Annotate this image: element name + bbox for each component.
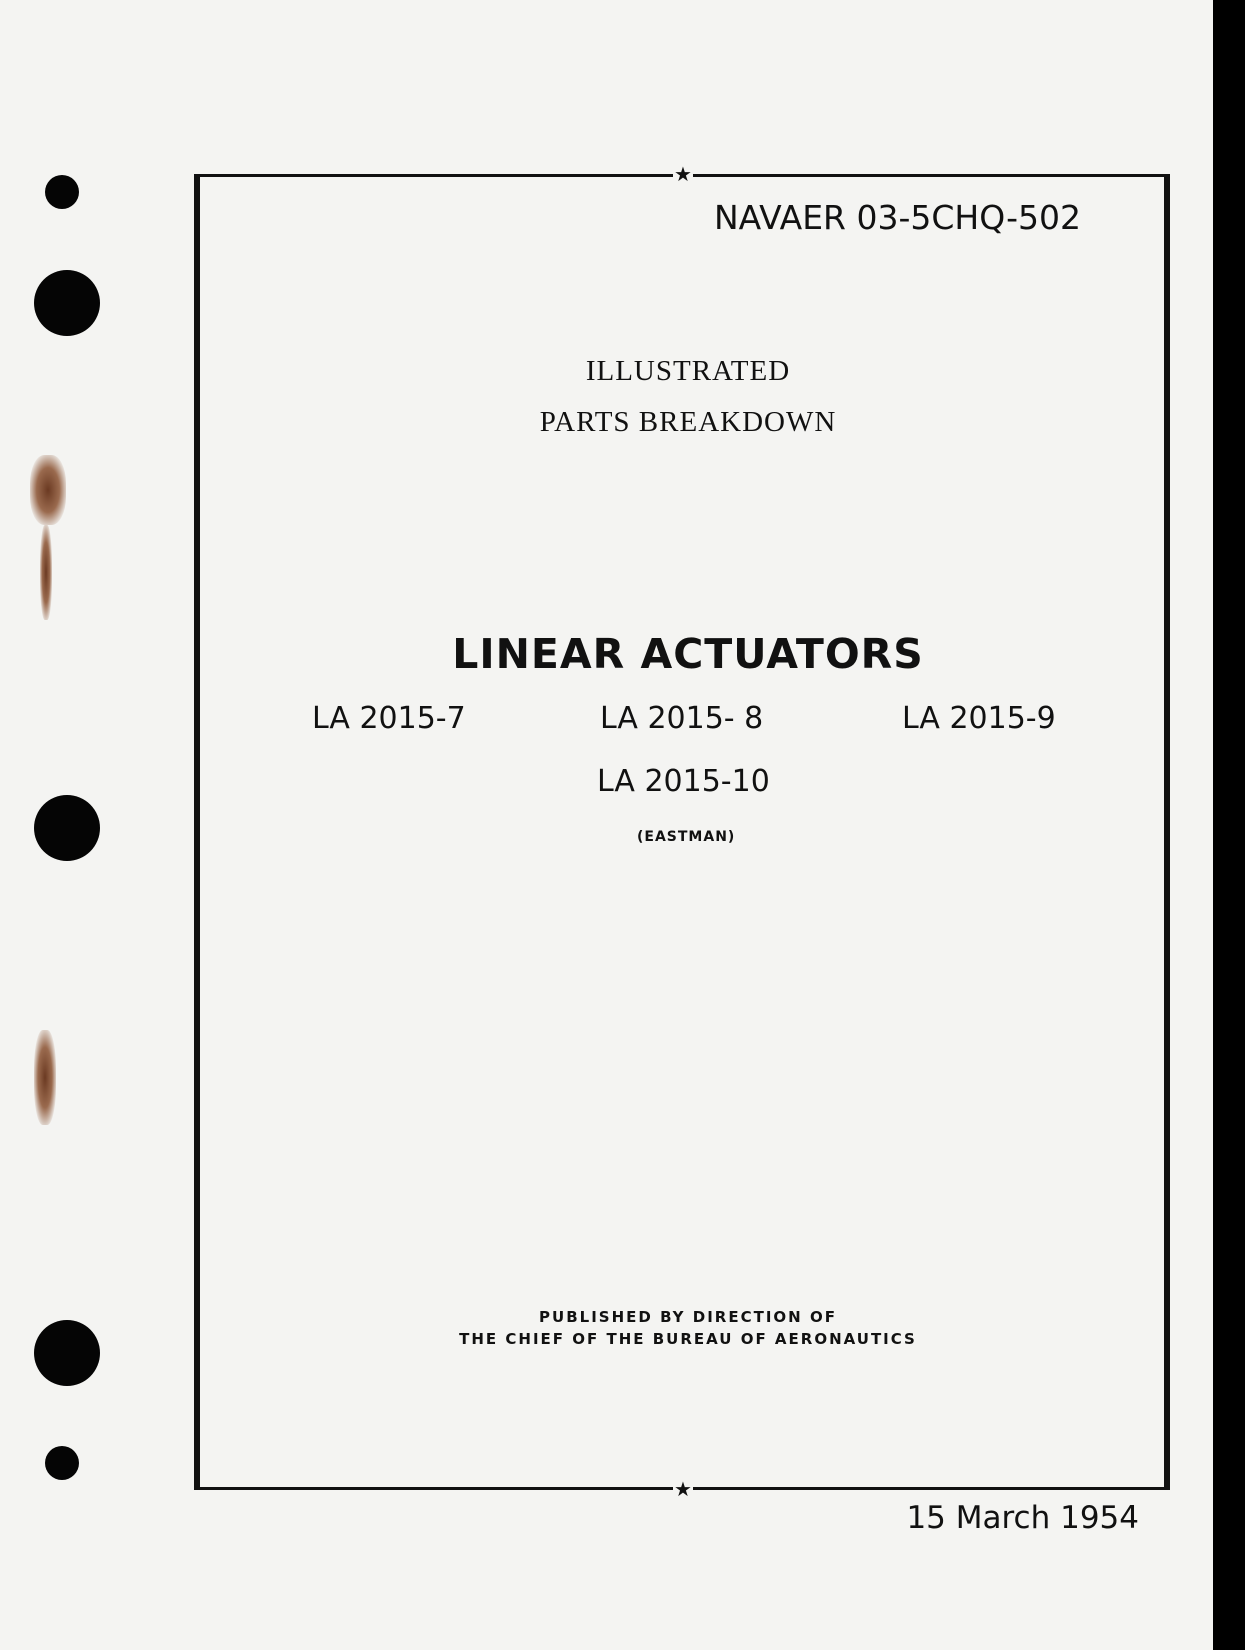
publication-date: 15 March 1954 [906,1500,1139,1536]
subtitle-line-1: ILLUSTRATED [585,355,791,387]
rust-stain [30,455,66,525]
model-number: LA 2015-7 [312,701,466,736]
star-icon: ★ [674,1477,692,1501]
binder-hole [45,175,79,209]
publisher-line-1: PUBLISHED BY DIRECTION OF [539,1308,837,1326]
model-number: LA 2015- 8 [600,701,764,736]
binder-hole [34,795,100,861]
subtitle-line-2: PARTS BREAKDOWN [539,406,837,438]
star-icon: ★ [674,162,692,186]
binder-hole [45,1446,79,1480]
binder-hole [34,270,100,336]
rust-stain [40,525,52,620]
document-title: LINEAR ACTUATORS [452,630,924,678]
document-number: NAVAER 03-5CHQ-502 [714,198,1081,237]
rust-stain [34,1030,56,1125]
manufacturer-label: (EASTMAN) [637,829,736,845]
model-number: LA 2015-10 [597,764,770,799]
publisher-line-2: THE CHIEF OF THE BUREAU OF AERONAUTICS [459,1330,917,1348]
model-number: LA 2015-9 [902,701,1056,736]
